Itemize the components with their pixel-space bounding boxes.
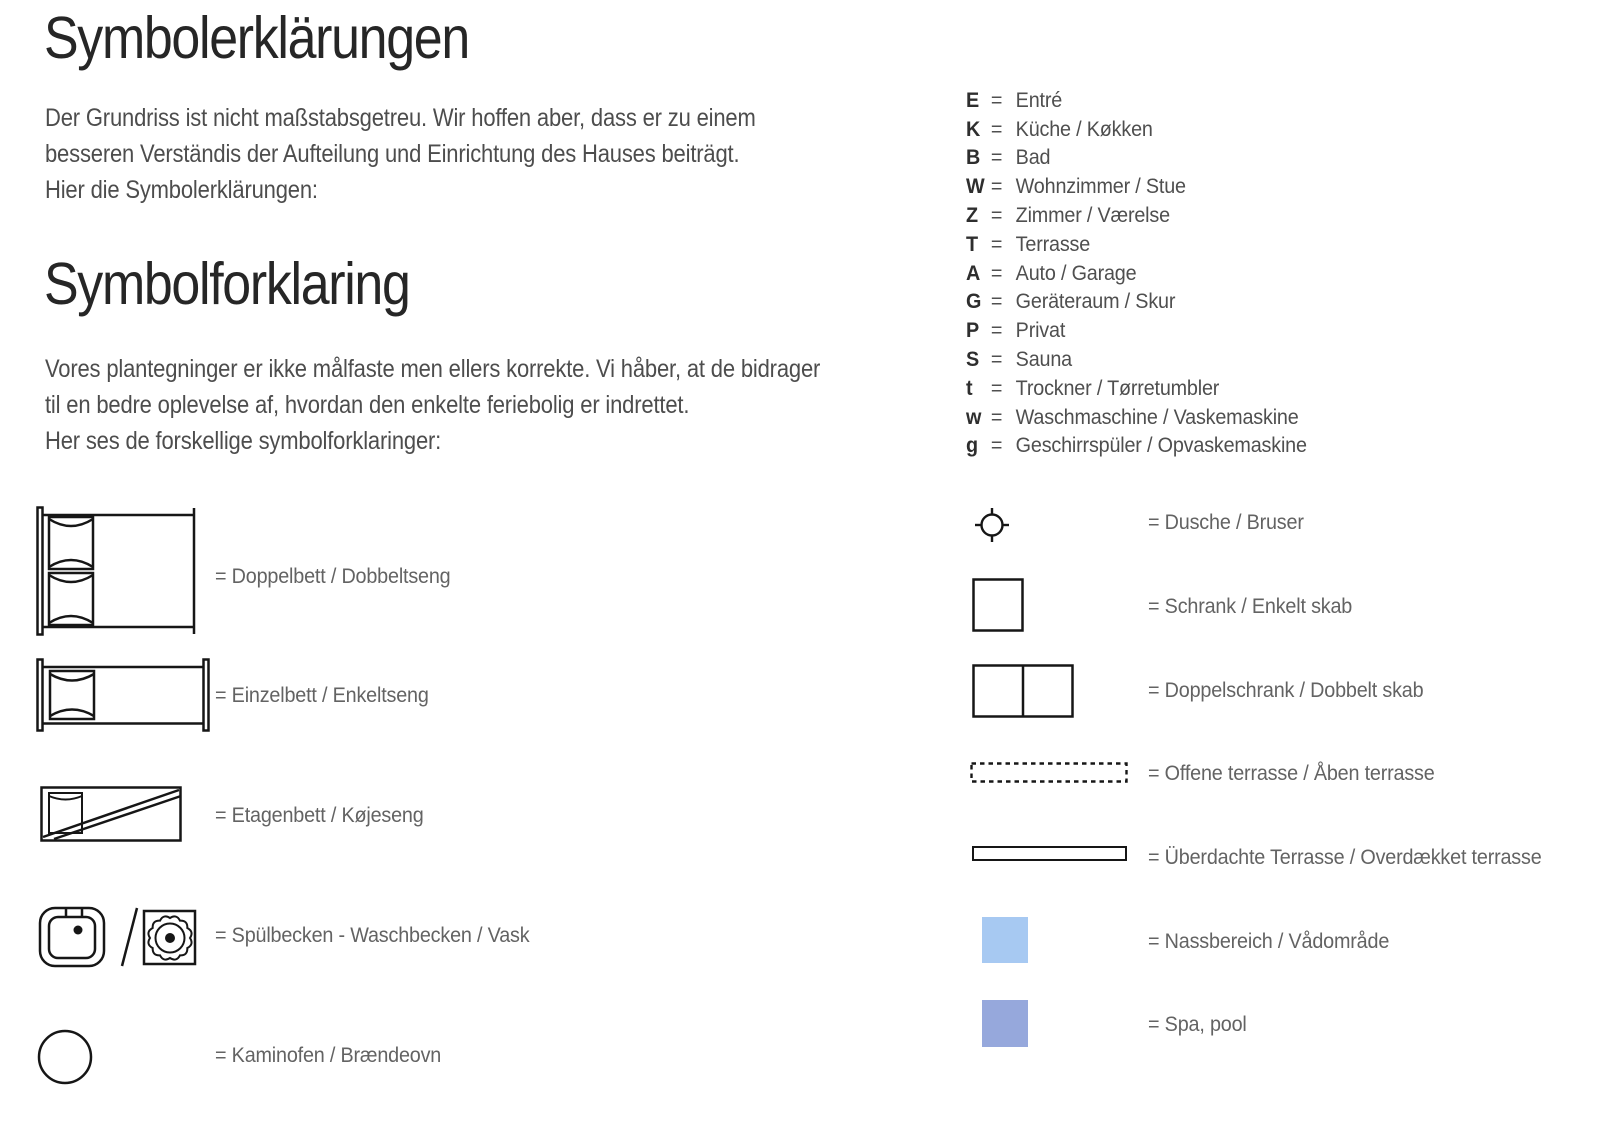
legend-label: Privat bbox=[1015, 318, 1066, 343]
legend-letter: G bbox=[966, 289, 982, 314]
legend-row bbox=[966, 374, 1307, 403]
legend-label: Zimmer / Værelse bbox=[1015, 203, 1170, 228]
legend-letter: T bbox=[966, 231, 979, 256]
legend-label: Küche / Køkken bbox=[1015, 116, 1153, 141]
legend-letter: t bbox=[966, 375, 973, 400]
legend-row bbox=[966, 316, 1307, 345]
legend-letter: W bbox=[966, 174, 985, 199]
legend-label: Sauna bbox=[1015, 347, 1072, 372]
legend-row bbox=[966, 201, 1307, 230]
symbol-label: = Kaminofen / Brændeovn bbox=[215, 1043, 442, 1067]
intro-paragraph-german bbox=[45, 100, 756, 208]
legend-row bbox=[966, 345, 1307, 374]
equals-sign: = bbox=[990, 231, 1003, 256]
legend-label: Waschmaschine / Vaskemaskine bbox=[1015, 404, 1299, 429]
sink-washbasin-icon bbox=[38, 902, 198, 972]
legend-letter: P bbox=[966, 318, 980, 343]
symbol-label: = Überdachte Terrasse / Overdækket terrasse bbox=[1148, 845, 1542, 869]
legend-row bbox=[966, 432, 1307, 461]
legend-letter: A bbox=[966, 260, 981, 285]
symbol-label: = Spa, pool bbox=[1148, 1012, 1247, 1036]
text-line: til en bedre oplevelse af, hvordan den enkelte feriebolig er indrettet. bbox=[45, 391, 690, 419]
equals-sign: = bbox=[990, 203, 1003, 228]
covered-terrace-icon bbox=[972, 846, 1128, 862]
symbol-label: = Doppelschrank / Dobbelt skab bbox=[1148, 678, 1424, 702]
symbol-label: = Schrank / Enkelt skab bbox=[1148, 594, 1353, 618]
legend-letter: B bbox=[966, 145, 981, 170]
shower-icon bbox=[972, 505, 1012, 545]
equals-sign: = bbox=[990, 433, 1003, 458]
legend-row bbox=[966, 86, 1307, 115]
legend-row bbox=[966, 115, 1307, 144]
legend-letter: E bbox=[966, 87, 980, 112]
wood-stove-icon bbox=[36, 1028, 94, 1086]
legend-label: Auto / Garage bbox=[1015, 260, 1137, 285]
symbol-label: = Offene terrasse / Åben terrasse bbox=[1148, 761, 1435, 785]
text-line: Der Grundriss ist nicht maßstabsgetreu. Wir hoffen aber, dass er zu einem bbox=[45, 104, 756, 132]
room-letter-legend bbox=[966, 86, 1307, 460]
legend-row bbox=[966, 259, 1307, 288]
legend-row bbox=[966, 172, 1307, 201]
bunk-bed-icon bbox=[40, 786, 182, 842]
legend-label: Bad bbox=[1015, 145, 1051, 170]
legend-letter: w bbox=[966, 404, 982, 429]
legend-label: Entré bbox=[1015, 87, 1063, 112]
legend-label: Geschirrspüler / Opvaskemaskine bbox=[1015, 433, 1307, 458]
equals-sign: = bbox=[990, 318, 1003, 343]
symbol-label: = Einzelbett / Enkeltseng bbox=[215, 683, 429, 707]
text-line: Her ses de forskellige symbolforklaringer: bbox=[45, 427, 442, 455]
symbol-label: = Spülbecken - Waschbecken / Vask bbox=[215, 923, 530, 947]
text-line: Vores plantegninger er ikke målfaste men ellers korrekte. Vi håber, at de bidrager bbox=[45, 355, 821, 383]
single-bed-icon bbox=[36, 658, 210, 732]
double-wardrobe-icon bbox=[972, 664, 1074, 718]
equals-sign: = bbox=[990, 145, 1003, 170]
intro-paragraph-danish bbox=[45, 351, 820, 459]
symbol-label: = Doppelbett / Dobbeltseng bbox=[215, 564, 451, 588]
legend-letter: g bbox=[966, 433, 979, 458]
symbol-label: = Nassbereich / Vådområde bbox=[1148, 929, 1390, 953]
legend-row bbox=[966, 403, 1307, 432]
equals-sign: = bbox=[990, 289, 1003, 314]
equals-sign: = bbox=[990, 116, 1003, 141]
single-wardrobe-icon bbox=[972, 578, 1024, 632]
equals-sign: = bbox=[990, 375, 1003, 400]
open-terrace-icon bbox=[970, 762, 1128, 783]
wet-area-icon bbox=[982, 917, 1028, 963]
text-line: Hier die Symbolerklärungen: bbox=[45, 176, 318, 204]
legend-row bbox=[966, 230, 1307, 259]
double-bed-icon bbox=[36, 506, 198, 636]
equals-sign: = bbox=[990, 260, 1003, 285]
equals-sign: = bbox=[990, 404, 1003, 429]
equals-sign: = bbox=[990, 174, 1003, 199]
legend-letter: K bbox=[966, 116, 981, 141]
symbol-label: = Dusche / Bruser bbox=[1148, 510, 1304, 534]
legend-label: Trockner / Tørretumbler bbox=[1015, 375, 1220, 400]
spa-pool-icon bbox=[982, 1000, 1028, 1047]
text-line: besseren Verständis der Aufteilung und Einrichtung des Hauses beiträgt. bbox=[45, 140, 740, 168]
equals-sign: = bbox=[990, 347, 1003, 372]
page-title-german: Symbolerklärungen bbox=[44, 5, 469, 71]
legend-letter: S bbox=[966, 347, 980, 372]
legend-letter: Z bbox=[966, 203, 979, 228]
equals-sign: = bbox=[990, 87, 1003, 112]
page-title-danish: Symbolforklaring bbox=[44, 251, 410, 317]
legend-label: Geräteraum / Skur bbox=[1015, 289, 1176, 314]
legend-row bbox=[966, 288, 1307, 317]
legend-label: Terrasse bbox=[1015, 231, 1091, 256]
legend-label: Wohnzimmer / Stue bbox=[1015, 174, 1186, 199]
legend-row bbox=[966, 144, 1307, 173]
symbol-label: = Etagenbett / Køjeseng bbox=[215, 803, 424, 827]
